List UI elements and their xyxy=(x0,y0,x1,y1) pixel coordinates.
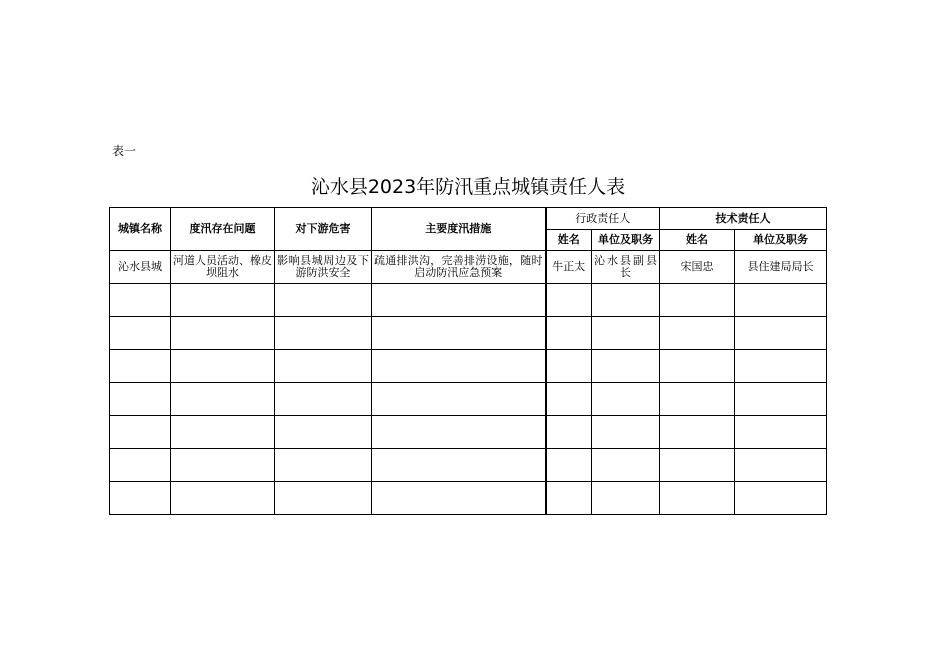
empty-cell xyxy=(171,449,275,482)
header-tech-group: 技术责任人 xyxy=(660,208,827,230)
empty-cell xyxy=(546,482,592,515)
empty-cell xyxy=(592,350,660,383)
empty-cell xyxy=(275,416,372,449)
empty-cell xyxy=(735,383,827,416)
cell-danger: 影响县城周边及下游防洪安全 xyxy=(275,251,372,284)
empty-cell xyxy=(735,416,827,449)
empty-cell xyxy=(275,449,372,482)
empty-cell xyxy=(592,317,660,350)
empty-cell xyxy=(735,482,827,515)
page-title: 沁水县2023年防汛重点城镇责任人表 xyxy=(310,176,626,198)
empty-cell xyxy=(372,284,546,317)
cell-admin-name: 牛正太 xyxy=(546,251,592,284)
header-tech-name: 姓名 xyxy=(660,230,735,251)
empty-cell xyxy=(660,449,735,482)
empty-cell xyxy=(275,317,372,350)
header-admin-group: 行政责任人 xyxy=(546,208,660,230)
header-danger: 对下游危害 xyxy=(275,208,372,251)
empty-cell xyxy=(735,449,827,482)
empty-cell xyxy=(171,350,275,383)
cell-tech-position: 县住建局局长 xyxy=(735,251,827,284)
empty-cell xyxy=(735,284,827,317)
table-row xyxy=(110,251,827,284)
table-row xyxy=(110,482,827,515)
empty-cell xyxy=(171,383,275,416)
empty-cell xyxy=(372,482,546,515)
header-issues: 度汛存在问题 xyxy=(171,208,275,251)
cell-issues: 河道人员活动、橡皮坝阻水 xyxy=(171,251,275,284)
empty-cell xyxy=(592,383,660,416)
empty-cell xyxy=(660,350,735,383)
header-tech-position: 单位及职务 xyxy=(735,230,827,251)
table-row xyxy=(110,284,827,317)
empty-cell xyxy=(110,317,171,350)
empty-cell xyxy=(660,317,735,350)
empty-cell xyxy=(275,482,372,515)
header-admin-position: 单位及职务 xyxy=(592,230,660,251)
empty-cell xyxy=(275,284,372,317)
empty-cell xyxy=(372,416,546,449)
empty-cell xyxy=(275,350,372,383)
empty-cell xyxy=(110,449,171,482)
cell-town: 沁水县城 xyxy=(110,251,171,284)
table-row xyxy=(110,317,827,350)
empty-cell xyxy=(546,449,592,482)
empty-cell xyxy=(110,383,171,416)
empty-cell xyxy=(546,317,592,350)
cell-admin-position: 沁水县副县长 xyxy=(592,251,660,284)
table-row xyxy=(110,383,827,416)
empty-cell xyxy=(546,416,592,449)
header-town: 城镇名称 xyxy=(110,208,171,251)
table-row xyxy=(110,416,827,449)
empty-cell xyxy=(171,317,275,350)
empty-cell xyxy=(171,284,275,317)
empty-cell xyxy=(735,317,827,350)
empty-cell xyxy=(110,350,171,383)
table-row xyxy=(110,449,827,482)
empty-cell xyxy=(660,383,735,416)
empty-cell xyxy=(372,383,546,416)
empty-cell xyxy=(660,284,735,317)
empty-cell xyxy=(171,482,275,515)
empty-cell xyxy=(110,284,171,317)
table-label: 表一 xyxy=(112,144,137,158)
table-row xyxy=(110,350,827,383)
responsibility-table xyxy=(109,207,827,515)
empty-cell xyxy=(110,416,171,449)
empty-cell xyxy=(592,482,660,515)
empty-cell xyxy=(546,350,592,383)
empty-cell xyxy=(372,449,546,482)
empty-cell xyxy=(171,416,275,449)
empty-cell xyxy=(110,482,171,515)
cell-tech-name: 宋国忠 xyxy=(660,251,735,284)
empty-cell xyxy=(660,416,735,449)
header-admin-name: 姓名 xyxy=(546,230,592,251)
header-measures: 主要度汛措施 xyxy=(372,208,546,251)
empty-cell xyxy=(735,350,827,383)
empty-cell xyxy=(592,416,660,449)
empty-cell xyxy=(660,482,735,515)
empty-cell xyxy=(546,284,592,317)
empty-cell xyxy=(275,383,372,416)
cell-measures: 疏通排洪沟，完善排涝设施，随时启动防汛应急预案 xyxy=(372,251,546,284)
empty-cell xyxy=(372,350,546,383)
empty-cell xyxy=(592,449,660,482)
empty-cell xyxy=(546,383,592,416)
empty-cell xyxy=(372,317,546,350)
empty-cell xyxy=(592,284,660,317)
